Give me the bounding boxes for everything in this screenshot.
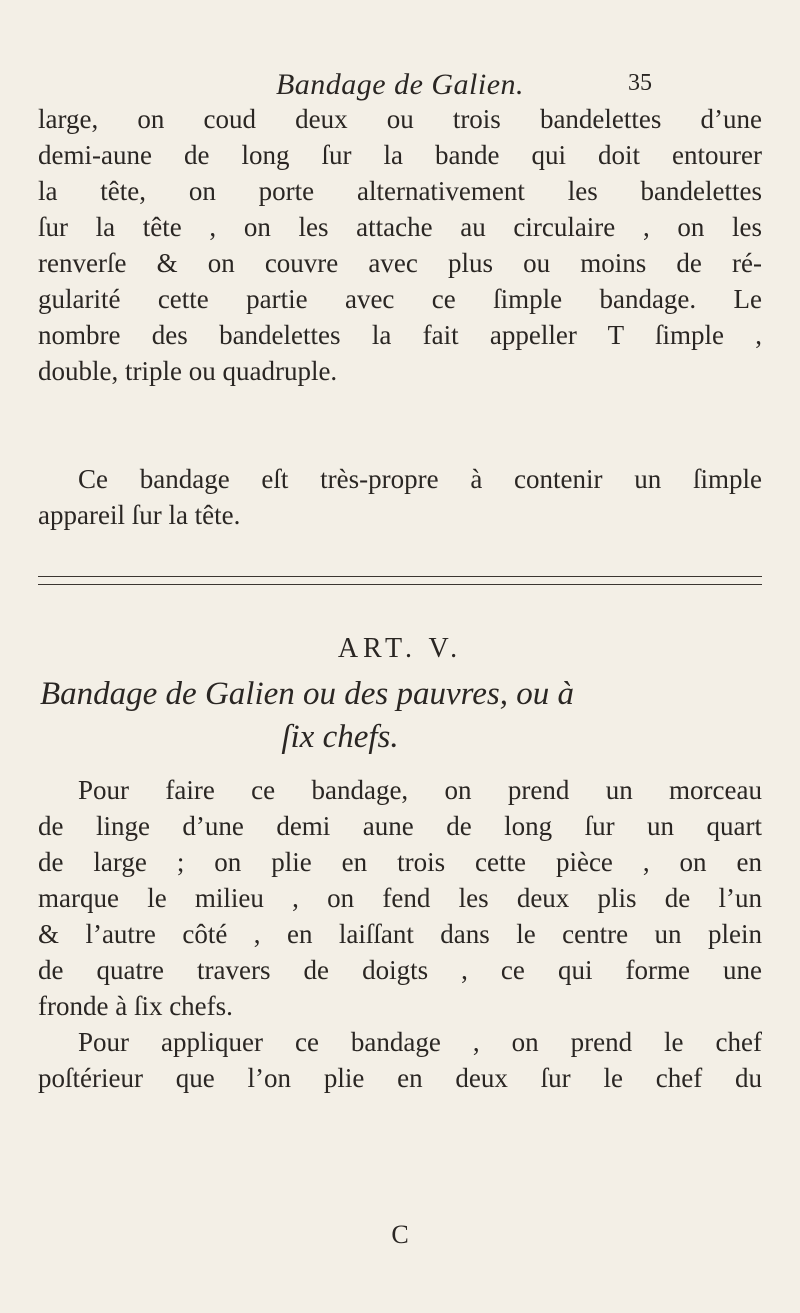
- text-line: appareil ſur la tête.: [38, 500, 241, 530]
- section-divider: [38, 576, 762, 585]
- section-title-line: ſix chefs.: [281, 719, 399, 755]
- text-line: & l’autre côté , en laiſſant dans le centre un plein: [38, 919, 762, 949]
- text-line: marque le milieu , on fend les deux plis de l’un: [38, 883, 762, 913]
- text-line: large, on coud deux ou trois bandelettes d’une: [38, 104, 762, 134]
- text-line: de large ; on plie en trois cette pièce , on en: [38, 847, 762, 877]
- text-line: de quatre travers de doigts , ce qui forme une: [38, 955, 762, 985]
- text-line: demi-aune de long ſur la bande qui doit entourer: [38, 140, 762, 170]
- text-line: renverſe & on couvre avec plus ou moins de ré-: [38, 248, 762, 278]
- paragraph: [38, 772, 762, 1096]
- paragraph: [38, 461, 762, 533]
- text-line: fronde à ſix chefs.: [38, 991, 233, 1021]
- running-head: Bandage de Galien.: [275, 68, 525, 101]
- text-line: la tête, on porte alternativement les bandelettes: [38, 176, 762, 206]
- text-line: gularité cette partie avec ce ſimple bandage. Le: [38, 284, 762, 314]
- text-line: Ce bandage eſt très-propre à contenir un ſimple: [78, 464, 762, 494]
- page-number: 35: [628, 70, 652, 96]
- paragraph-continued: [38, 101, 762, 389]
- text-line: Pour faire ce bandage, on prend un morceau: [78, 775, 762, 805]
- text-line: ſur la tête , on les attache au circulaire , on les: [38, 212, 762, 242]
- text-line: nombre des bandelettes la fait appeller T ſimple ,: [38, 320, 762, 350]
- text-line: Pour appliquer ce bandage , on prend le chef: [78, 1027, 762, 1057]
- text-line: de linge d’une demi aune de long ſur un quart: [38, 811, 762, 841]
- text-line: poſtérieur que l’on plie en deux ſur le chef du: [38, 1063, 762, 1093]
- text-line: double, triple ou quadruple.: [38, 356, 338, 386]
- article-heading: ART. V.: [337, 633, 463, 664]
- signature-mark: C: [391, 1220, 409, 1249]
- section-title-line: Bandage de Galien ou des pauvres, ou à: [40, 676, 575, 712]
